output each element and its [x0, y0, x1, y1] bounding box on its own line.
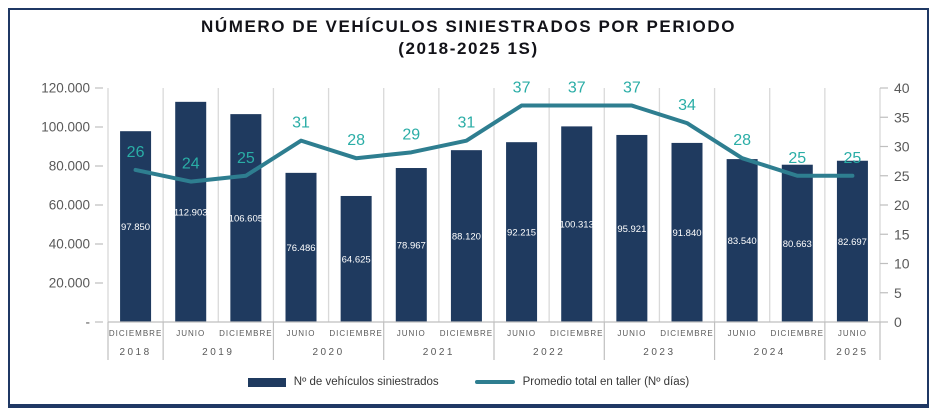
- line-series-label: Promedio total en taller (Nº días): [522, 376, 690, 388]
- month-label: JUNIO: [617, 329, 647, 338]
- bar-value-label: 80.663: [782, 238, 812, 250]
- line-value-label: 37: [622, 79, 641, 97]
- bar-value-label: 100.313: [559, 219, 594, 231]
- bar-value-label: 88.120: [451, 231, 481, 243]
- month-label: DICIEMBRE: [219, 329, 273, 338]
- right-axis-tick-label: 35: [894, 109, 910, 126]
- month-label: JUNIO: [507, 329, 537, 338]
- legend: [0, 373, 937, 391]
- bar-value-label: 78.967: [396, 240, 426, 252]
- right-axis-tick-label: 20: [894, 197, 910, 213]
- right-axis-tick-label: 25: [894, 167, 910, 184]
- line-value-label: 37: [567, 79, 586, 97]
- bar-value-label: 92.215: [507, 227, 537, 239]
- year-label: 2019: [202, 347, 235, 358]
- line-value-label: 24: [181, 155, 200, 173]
- bar-value-label: 97.850: [121, 222, 151, 234]
- month-label: DICIEMBRE: [549, 329, 604, 338]
- bar-value-label: 91.840: [672, 227, 702, 239]
- month-label: JUNIO: [837, 329, 867, 338]
- line-value-label: 26: [126, 143, 145, 161]
- chart-title-line2: (2018-2025 1S): [398, 39, 539, 59]
- year-label: 2022: [533, 347, 566, 358]
- month-label: DICIEMBRE: [329, 329, 383, 338]
- year-label: 2018: [119, 347, 152, 358]
- line-value-label: 37: [512, 79, 531, 97]
- month-label: DICIEMBRE: [660, 329, 714, 338]
- left-axis-tick-label: 20.000: [48, 275, 90, 291]
- year-label: 2023: [643, 347, 676, 358]
- line-value-label: 25: [236, 149, 255, 167]
- line-value-label: 28: [347, 132, 366, 150]
- bar-value-label: 112.903: [173, 207, 208, 219]
- month-label: DICIEMBRE: [770, 329, 825, 338]
- bar-value-label: 64.625: [341, 254, 371, 266]
- right-axis-tick-label: 15: [894, 226, 910, 243]
- left-axis-tick-label: -: [85, 314, 90, 330]
- month-label: JUNIO: [727, 329, 757, 338]
- bar-value-label: 76.486: [286, 242, 316, 254]
- legend-item-promedio: [475, 376, 690, 388]
- year-label: 2021: [422, 347, 455, 358]
- month-label: JUNIO: [176, 329, 206, 338]
- line-value-label: 34: [678, 97, 696, 115]
- bar-value-label: 95.921: [617, 223, 647, 235]
- year-label: 2025: [836, 347, 869, 358]
- year-label: 2024: [753, 347, 786, 358]
- bar-series-label: Nº de vehículos siniestrados: [293, 376, 439, 388]
- left-axis-tick-label: 100.000: [41, 119, 90, 135]
- line-value-label: 31: [457, 114, 476, 132]
- bar-value-label: 82.697: [837, 236, 867, 248]
- line-value-label: 25: [788, 149, 807, 167]
- left-axis-tick-label: 80.000: [48, 158, 90, 174]
- chart-title-line1: NÚMERO DE VEHÍCULOS SINIESTRADOS POR PERIODO: [200, 17, 737, 36]
- right-axis-tick-label: 10: [894, 255, 910, 272]
- year-label: 2020: [312, 347, 345, 358]
- left-axis-tick-label: 120.000: [41, 80, 90, 96]
- line-value-label: 28: [733, 132, 752, 150]
- line-value-label: 31: [292, 114, 310, 132]
- left-axis-tick-label: 60.000: [48, 197, 90, 213]
- right-axis-tick-label: 30: [894, 138, 910, 155]
- line-value-label: 29: [402, 126, 421, 144]
- bar-value-label: 83.540: [727, 236, 757, 248]
- month-label: JUNIO: [396, 329, 426, 338]
- month-label: JUNIO: [286, 329, 316, 338]
- line-value-label: 25: [843, 149, 862, 167]
- month-label: DICIEMBRE: [439, 329, 494, 338]
- right-axis-tick-label: 40: [894, 80, 910, 96]
- month-label: DICIEMBRE: [108, 329, 163, 338]
- left-axis-tick-label: 40.000: [48, 236, 90, 252]
- line-series-swatch: [475, 380, 515, 384]
- bar-value-label: 106.605: [228, 213, 264, 225]
- right-axis-tick-label: 0: [894, 314, 902, 330]
- legend-item-vehicles: [248, 376, 439, 388]
- right-axis-tick-label: 5: [894, 284, 902, 301]
- bar-series-swatch: [248, 378, 286, 387]
